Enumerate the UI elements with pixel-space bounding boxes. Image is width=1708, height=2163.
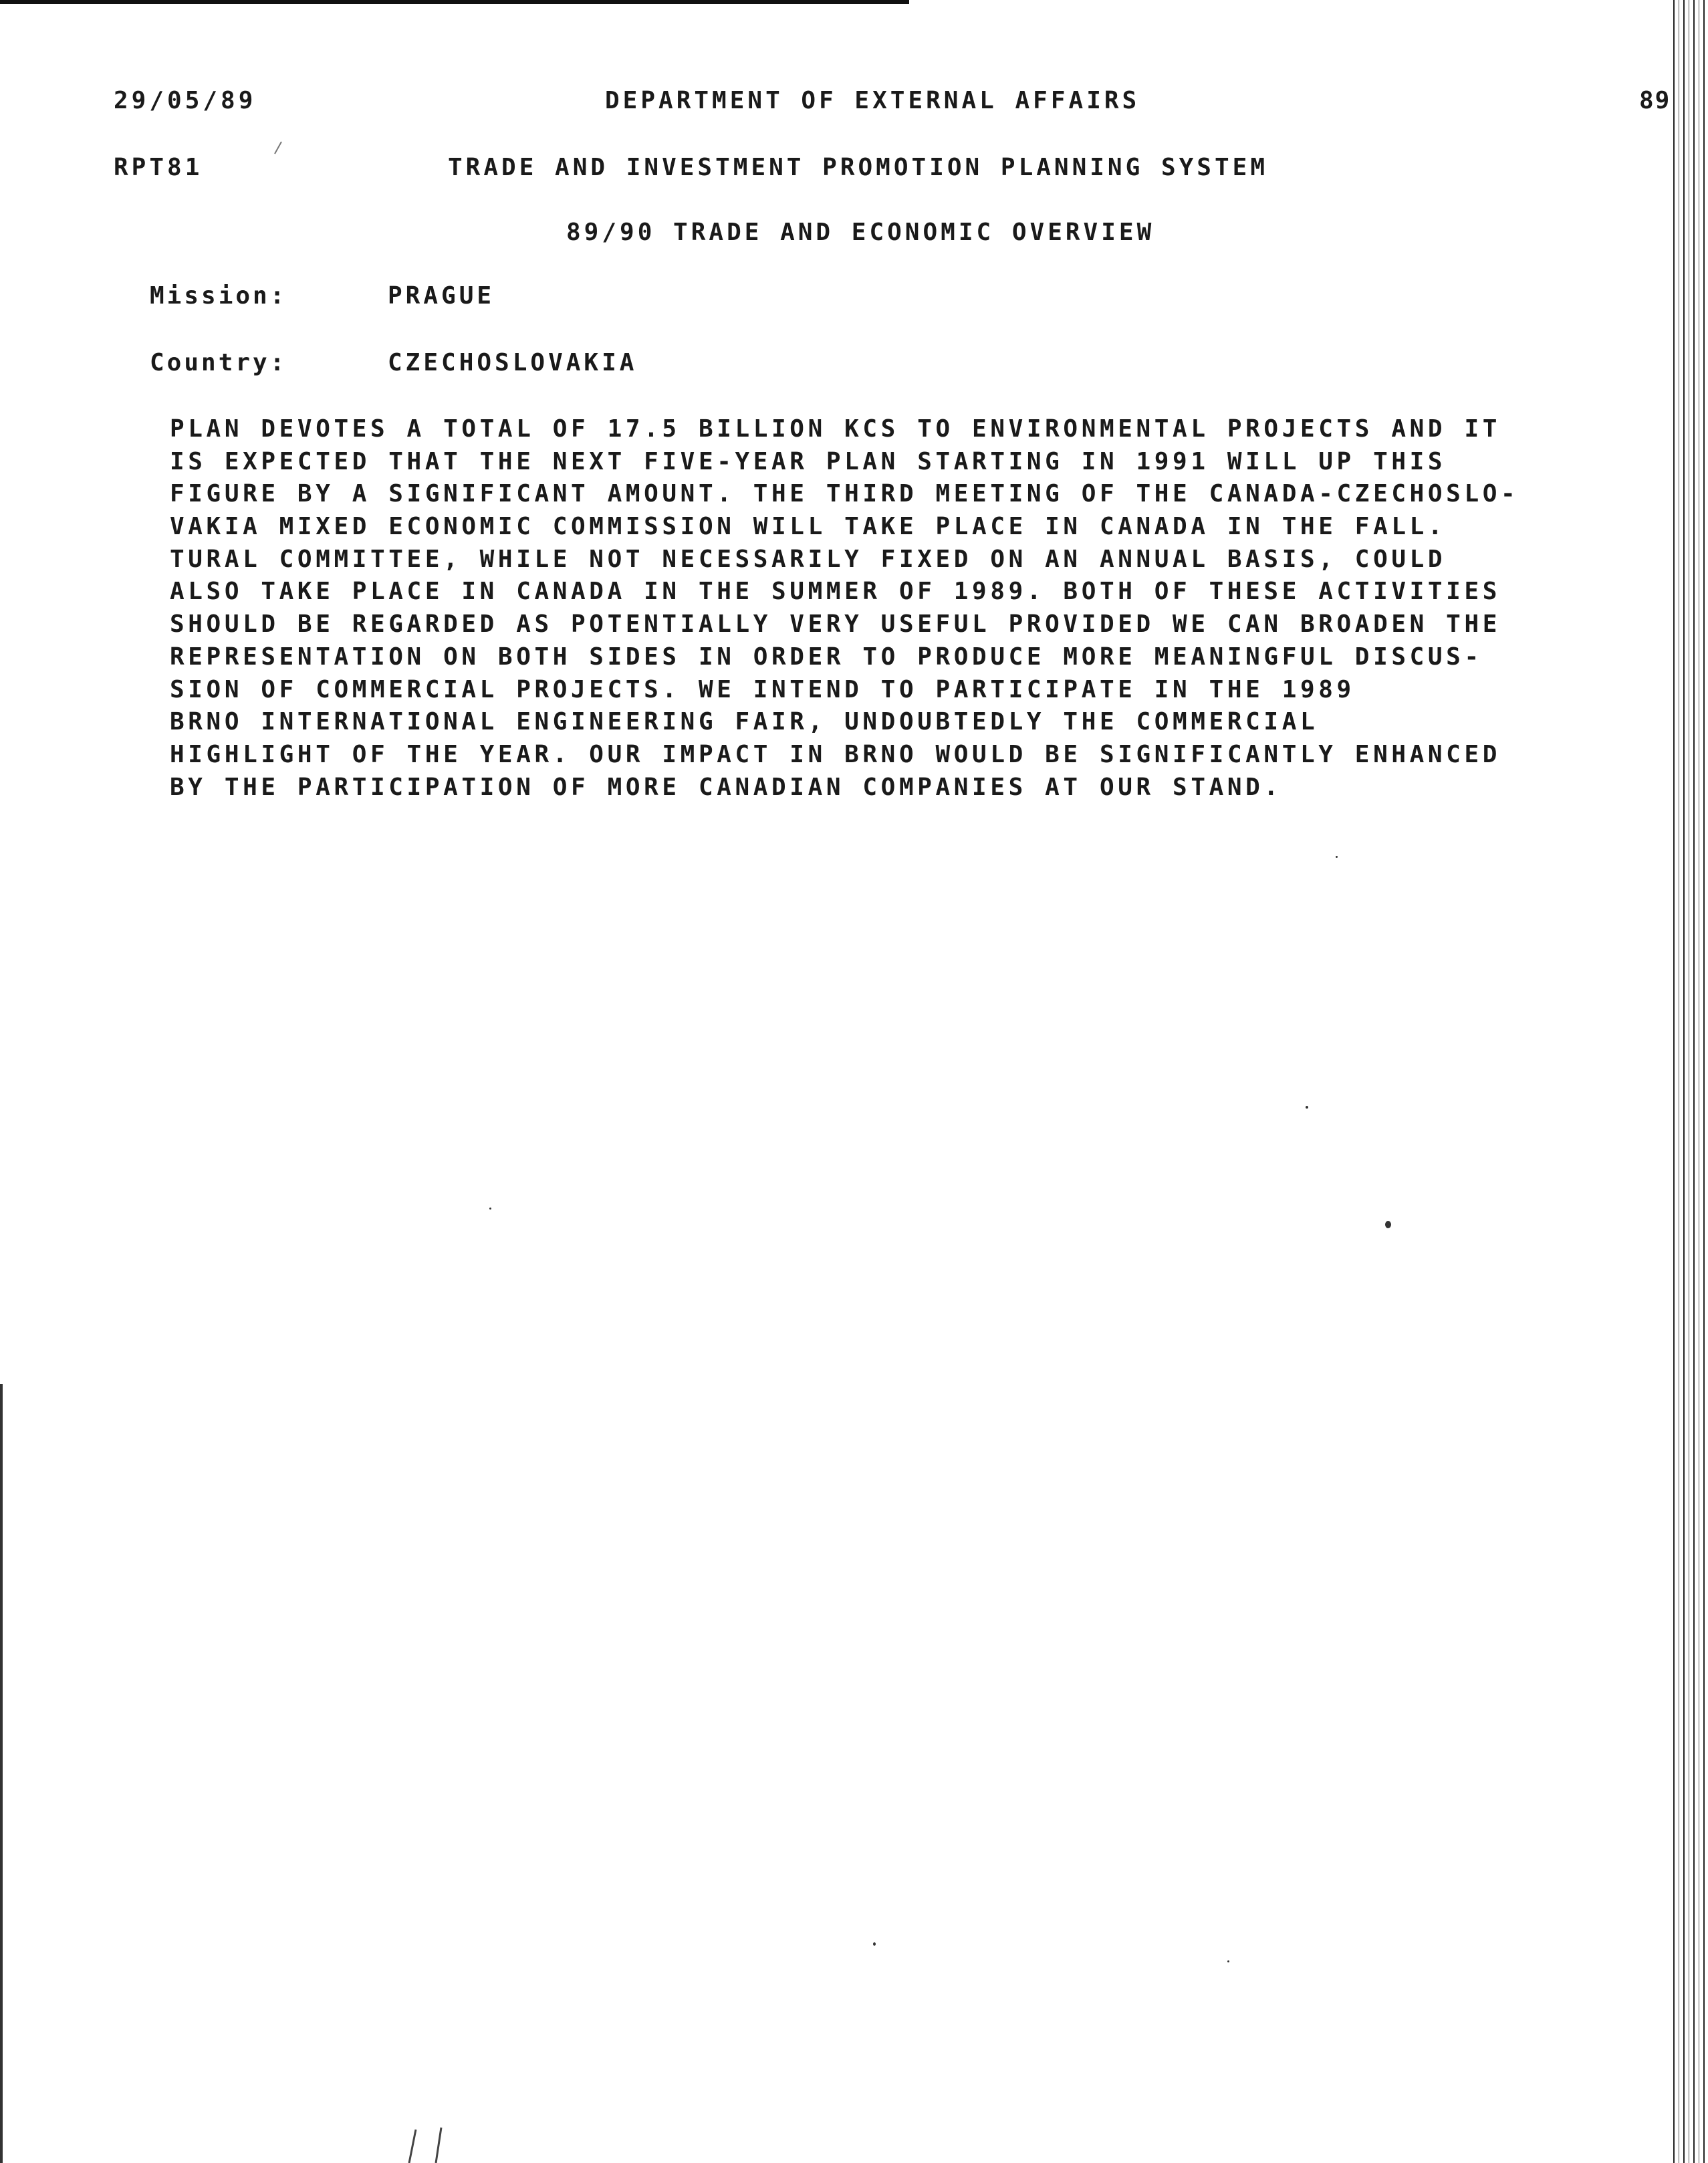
body-line: FIGURE BY A SIGNIFICANT AMOUNT. THE THIRD MEETING OF THE CANADA-CZECHOSLO- (170, 480, 1519, 508)
scan-speck (1306, 1106, 1308, 1109)
body-line: BRNO INTERNATIONAL ENGINEERING FAIR, UNDOUBTEDLY THE COMMERCIAL (170, 708, 1319, 736)
scan-right-edge (1669, 0, 1708, 2163)
scan-speck (873, 1942, 876, 1946)
body-line: PLAN DEVOTES A TOTAL OF 17.5 BILLION KCS TO ENVIRONMENTAL PROJECTS AND IT (170, 415, 1501, 443)
body-line: SION OF COMMERCIAL PROJECTS. WE INTEND TO PARTICIPATE IN THE 1989 (170, 675, 1355, 703)
overview-body (170, 413, 1614, 804)
mission-value: PRAGUE (388, 282, 495, 310)
report-code: RPT81 (114, 154, 203, 181)
body-line: TURAL COMMITTEE, WHILE NOT NECESSARILY FIXED ON AN ANNUAL BASIS, COULD (170, 545, 1447, 573)
body-line: ALSO TAKE PLACE IN CANADA IN THE SUMMER OF 1989. BOTH OF THESE ACTIVITIES (170, 578, 1501, 606)
scan-left-edge (0, 1384, 3, 2163)
body-line: VAKIA MIXED ECONOMIC COMMISSION WILL TAKE PLACE IN CANADA IN THE FALL. (170, 513, 1447, 541)
report-date: 29/05/89 (114, 87, 257, 114)
scan-tick-mark (271, 140, 284, 156)
scan-top-rule (0, 0, 909, 4)
scan-speck (489, 1208, 491, 1210)
scan-pen-marks (401, 2126, 461, 2163)
scan-speck (1385, 1221, 1391, 1228)
scan-speck (1336, 856, 1338, 858)
department-title: DEPARTMENT OF EXTERNAL AFFAIRS (605, 87, 1140, 114)
body-line: SHOULD BE REGARDED AS POTENTIALLY VERY USEFUL PROVIDED WE CAN BROADEN THE (170, 610, 1501, 639)
body-line: BY THE PARTICIPATION OF MORE CANADIAN COMPANIES AT OUR STAND. (170, 773, 1282, 801)
country-value: CZECHOSLOVAKIA (388, 349, 638, 376)
mission-label: Mission: (150, 282, 287, 310)
page-number: 89 (1639, 87, 1671, 114)
system-title: TRADE AND INVESTMENT PROMOTION PLANNING SYSTEM (448, 154, 1268, 181)
scan-speck (1227, 1960, 1229, 1962)
body-line: IS EXPECTED THAT THE NEXT FIVE-YEAR PLAN STARTING IN 1991 WILL UP THIS (170, 447, 1447, 475)
overview-title: 89/90 TRADE AND ECONOMIC OVERVIEW (566, 219, 1155, 246)
body-line: REPRESENTATION ON BOTH SIDES IN ORDER TO PRODUCE MORE MEANINGFUL DISCUS- (170, 643, 1483, 671)
body-line: HIGHLIGHT OF THE YEAR. OUR IMPACT IN BRNO WOULD BE SIGNIFICANTLY ENHANCED (170, 740, 1501, 768)
country-label: Country: (150, 349, 287, 376)
